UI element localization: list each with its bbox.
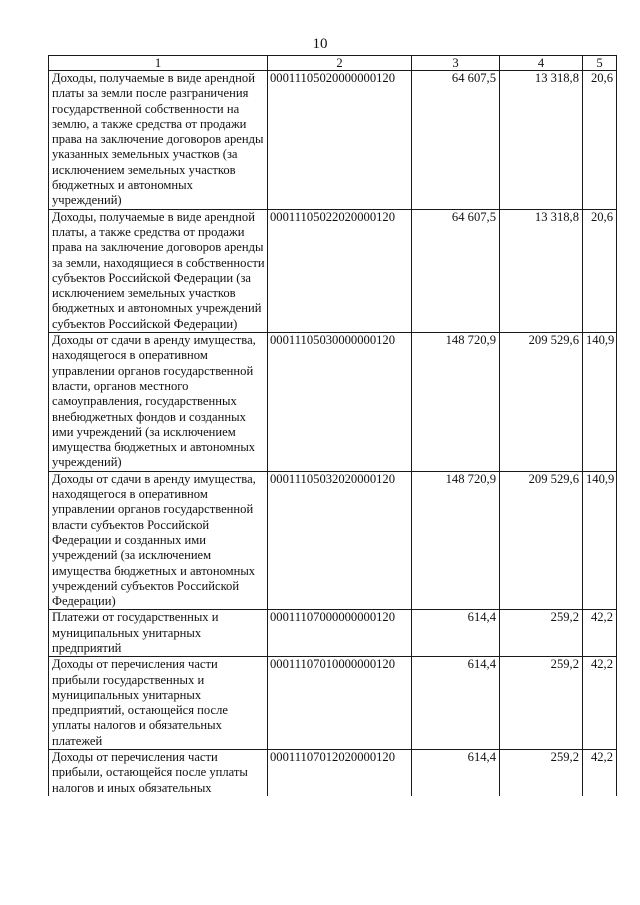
- row-plan-cell: 614,4: [412, 657, 500, 750]
- row-actual-cell: 209 529,6: [500, 471, 583, 610]
- row-actual-cell: 13 318,8: [500, 209, 583, 332]
- row-name-cell: Доходы от сдачи в аренду имущества, находящегося в оперативном управлении органов государственной власти субъектов Российской Федерации и созданных ими учреждений (за исключением имущества бюджетных и автономных учреждений субъектов Российской Федерации): [49, 471, 268, 610]
- row-plan-cell: 64 607,5: [412, 209, 500, 332]
- column-header-5: 5: [583, 56, 617, 71]
- row-plan-cell: 614,4: [412, 610, 500, 657]
- row-code-cell: 00011107010000000120: [268, 657, 412, 750]
- row-code-cell: 00011105020000000120: [268, 71, 412, 210]
- row-plan-cell: 148 720,9: [412, 333, 500, 472]
- table-row: [49, 209, 617, 332]
- table-row: [49, 750, 617, 796]
- row-percent-cell: 42,2: [583, 750, 617, 796]
- page-number: 10: [312, 36, 328, 52]
- row-plan-cell: 64 607,5: [412, 71, 500, 210]
- row-percent-cell: 20,6: [583, 71, 617, 210]
- row-percent-cell: 42,2: [583, 657, 617, 750]
- column-header-3: 3: [412, 56, 500, 71]
- row-percent-cell: 42,2: [583, 610, 617, 657]
- row-name-cell: Доходы от перечисления части прибыли государственных и муниципальных унитарных предприятий, остающейся после уплаты налогов и обязательных платежей: [49, 657, 268, 750]
- column-header-2: 2: [268, 56, 412, 71]
- table-row: [49, 333, 617, 472]
- row-actual-cell: 259,2: [500, 610, 583, 657]
- table-row: [49, 610, 617, 657]
- row-actual-cell: 259,2: [500, 657, 583, 750]
- row-percent-cell: 140,9: [583, 471, 617, 610]
- row-code-cell: 00011107000000000120: [268, 610, 412, 657]
- row-name-cell: Доходы, получаемые в виде арендной платы за земли после разграничения государственной собственности на землю, а также средства от продажи права на заключение договоров аренды указанных земельных участков (за исключением земельных участков бюджетных и автономных учреждений): [49, 71, 268, 210]
- row-percent-cell: 20,6: [583, 209, 617, 332]
- table-row: [49, 471, 617, 610]
- row-plan-cell: 148 720,9: [412, 471, 500, 610]
- row-code-cell: 00011105022020000120: [268, 209, 412, 332]
- table-row: [49, 71, 617, 210]
- row-name-cell: Доходы от перечисления части прибыли, остающейся после уплаты налогов и иных обязательных: [49, 750, 268, 796]
- table-row: [49, 657, 617, 750]
- column-header-4: 4: [500, 56, 583, 71]
- row-name-cell: Доходы от сдачи в аренду имущества, находящегося в оперативном управлении органов государственной власти, органов местного самоуправления, государственных внебюджетных фондов и созданных ими учреждений (за исключением имущества бюджетных и автономных учреждений): [49, 333, 268, 472]
- row-plan-cell: 614,4: [412, 750, 500, 796]
- row-actual-cell: 259,2: [500, 750, 583, 796]
- row-name-cell: Платежи от государственных и муниципальных унитарных предприятий: [49, 610, 268, 657]
- row-code-cell: 00011105032020000120: [268, 471, 412, 610]
- row-actual-cell: 13 318,8: [500, 71, 583, 210]
- revenue-table: [48, 55, 617, 796]
- row-name-cell: Доходы, получаемые в виде арендной платы, а также средства от продажи права на заключение договоров аренды за земли, находящиеся в собственности субъектов Российской Федерации (за исключением земельных участков бюджетных и автономных учреждений субъектов Российской Федерации): [49, 209, 268, 332]
- row-code-cell: 00011107012020000120: [268, 750, 412, 796]
- row-percent-cell: 140,9: [583, 333, 617, 472]
- table-header-row: [49, 56, 617, 71]
- row-actual-cell: 209 529,6: [500, 333, 583, 472]
- row-code-cell: 00011105030000000120: [268, 333, 412, 472]
- column-header-1: 1: [49, 56, 268, 71]
